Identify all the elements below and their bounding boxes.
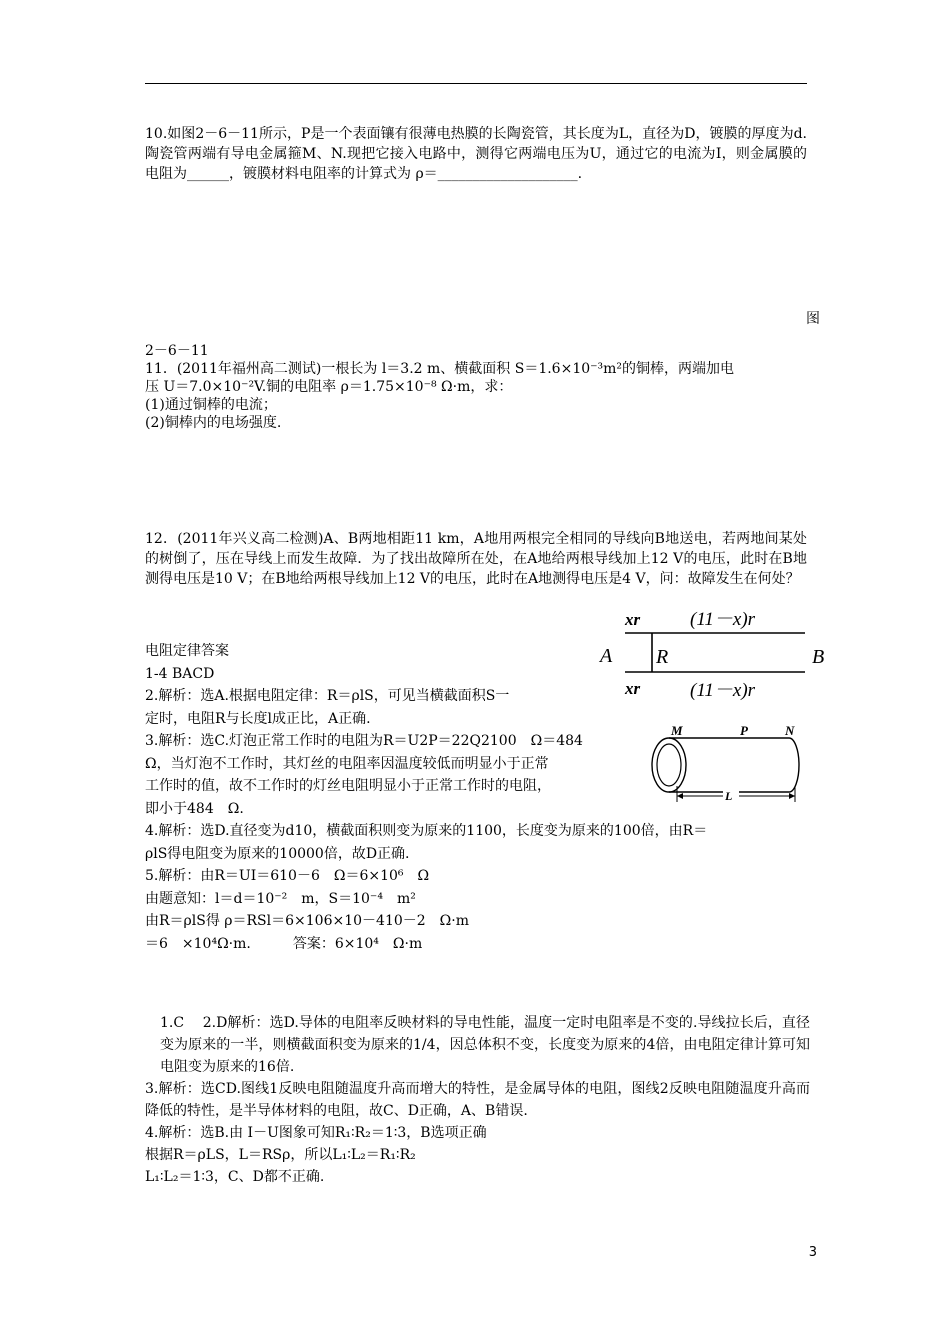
label-bottom-xr: xr bbox=[625, 679, 641, 698]
header-rule bbox=[145, 83, 807, 84]
answer-line: ρlS得电阻变为原来的10000倍，故D正确. bbox=[145, 845, 410, 862]
answer-line: 即小于484 Ω. bbox=[145, 800, 244, 817]
question-10: 10.如图2－6－11所示，P是一个表面镶有很薄电热膜的长陶瓷管，其长度为L，直径为D，镀膜的厚度为d.陶瓷管两端有导电金属箍M、N.现把它接入电路中，测得它两端电压为U，通过它的电流为I，则金属膜的电阻为______，镀膜材料电阻率的计算式为 ρ＝____________________. bbox=[145, 126, 807, 182]
label-bottom-11-x-r: (11－x)r bbox=[690, 680, 756, 701]
tube-far-end bbox=[789, 738, 799, 792]
tube-diagram bbox=[645, 722, 810, 807]
circuit-diagram bbox=[590, 600, 835, 705]
figure-number: 2－6－11 bbox=[145, 343, 209, 359]
answer-line: 4.解析：选D.直径变为d10，横截面积则变为原来的1100，长度变为原来的100倍，由R＝ bbox=[145, 823, 708, 839]
answer-line: 2.解析：选A.根据电阻定律：R＝ρlS，可见当横截面积S一 bbox=[145, 688, 510, 704]
answer-paragraph: 1.C 2.D解析：选D.导体的电阻率反映材料的导电性能，温度一定时电阻率是不变的.导线拉长后，直径变为原来的一半，则横截面积变为原来的1/4，因总体积不变，长度变为原来的4倍，由电阻定律计算可知电阻变为原来的16倍. bbox=[160, 1015, 810, 1075]
arrow-head-left bbox=[677, 793, 683, 799]
label-b: B bbox=[812, 646, 825, 668]
answer-line: L₁∶L₂＝1∶3，C、D都不正确. bbox=[145, 1169, 325, 1185]
label-top-11-x-r: (11－x)r bbox=[690, 609, 756, 630]
tube-end-inner bbox=[657, 744, 681, 786]
label-m: M bbox=[671, 723, 683, 738]
answer-line: 定时，电阻R与长度l成正比，A正确. bbox=[145, 710, 371, 727]
label-r: R bbox=[656, 646, 669, 668]
answer-line: 由R＝ρlS得 ρ＝RSl＝6×106×10－410－2 Ω·m bbox=[145, 913, 469, 929]
question-11 bbox=[145, 342, 807, 432]
answer-line: 1-4 BACD bbox=[145, 665, 215, 682]
label-top-xr: xr bbox=[625, 610, 641, 629]
answers-section-b bbox=[145, 1012, 810, 1188]
answer-line: Ω，当灯泡不工作时，其灯丝的电阻率因温度较低而明显小于正常 bbox=[145, 755, 549, 772]
label-n: N bbox=[785, 723, 795, 738]
q11-line1: 11．(2011年福州高二测试)一根长为 l＝3.2 m、横截面积 S＝1.6×10⁻³m²的铜棒，两端加电 bbox=[145, 361, 735, 377]
answer-paragraph: 3.解析：选CD.图线1反映电阻随温度升高而增大的特性，是金属导体的电阻，图线2反映电阻随温度升高而降低的特性，是半导体材料的电阻，故C、D正确，A、B错误. bbox=[145, 1081, 810, 1119]
answers-title: 电阻定律答案 bbox=[145, 643, 229, 659]
q11-line3: (1)通过铜棒的电流； bbox=[145, 397, 277, 413]
q11-line2: 压 U＝7.0×10⁻²V.铜的电阻率 ρ＝1.75×10⁻⁸ Ω·m，求： bbox=[145, 379, 513, 395]
answer-line: 5.解析：由R＝UI＝610－6 Ω＝6×10⁶ Ω bbox=[145, 868, 430, 884]
page-number: 3 bbox=[808, 1245, 817, 1260]
label-p: P bbox=[740, 723, 748, 738]
answer-line: 3.解析：选C.灯泡正常工作时的电阻为R＝U2P＝22Q2100 Ω＝484 bbox=[145, 733, 583, 749]
answer-line: 工作时的值，故不工作时的灯丝电阻明显小于正常工作时的电阻， bbox=[145, 778, 551, 794]
answer-line: 4.解析：选B.由 I－U图象可知R₁∶R₂＝1∶3，B选项正确 bbox=[145, 1125, 487, 1141]
answer-line: ＝6 ×10⁴Ω·m. 答案：6×10⁴ Ω·m bbox=[145, 935, 423, 952]
arrow-head-right bbox=[789, 793, 795, 799]
answer-line: 根据R＝ρLS，L＝RSρ，所以L₁∶L₂＝R₁∶R₂ bbox=[145, 1147, 416, 1163]
answer-line: 由题意知：l＝d＝10⁻² m，S＝10⁻⁴ m² bbox=[145, 890, 416, 907]
q11-line4: (2)铜棒内的电场强度. bbox=[145, 415, 282, 431]
label-a: A bbox=[600, 645, 613, 667]
question-12: 12．(2011年兴义高二检测)A、B两地相距11 km，A地用两根完全相同的导线向B地送电，若两地间某处的树倒了，压在导线上而发生故障．为了找出故障所在处，在A地给两根导线加上12 V的电压，此时在B地测得电压是10 V；在B地给两根导线加上12 V的电压，此时在A地测得电压是4 V，问：故障发生在何处？ bbox=[145, 531, 807, 587]
label-l: L bbox=[725, 789, 733, 803]
figure-label: 图 bbox=[806, 311, 820, 327]
